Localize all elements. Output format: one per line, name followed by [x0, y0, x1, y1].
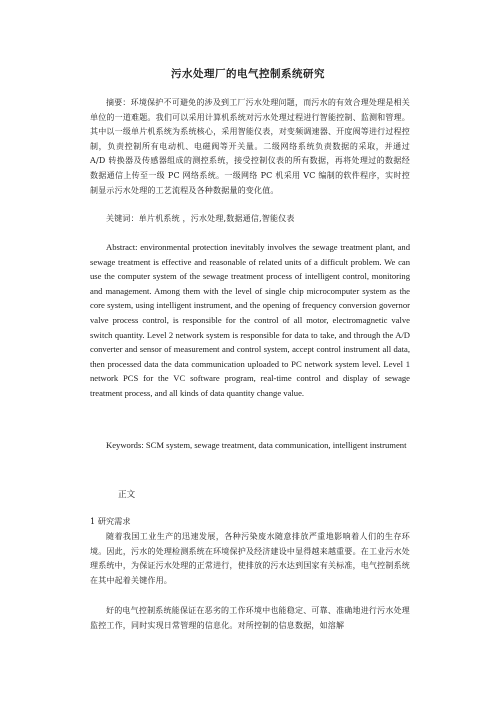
body-paragraph-2: 好的电气控制系统能保证在恶劣的工作环境中也能稳定、可靠、准确地进行污水处理监控工作，同时实现日常管理的信息化。对所控制的信息数据，如溶解: [90, 606, 410, 630]
paper-title: 污水处理厂的电气控制系统研究: [171, 68, 325, 80]
keywords-chinese: 关键词：单片机系统 ，污水处理,数据通信,智能仪表: [106, 214, 295, 223]
section-heading-main-text: 正文: [118, 490, 136, 500]
keywords-english: Keywords: SCM system, sewage treatment, data communication, intelligent instrument: [106, 440, 407, 450]
subsection-heading-research-needs: 1 研究需求: [90, 516, 131, 526]
abstract-chinese: 摘要：环境保护不可避免的涉及到工厂污水处理问题，而污水的有效合理处理是相关单位的一道难题。我们可以采用计算机系统对污水处理过程进行智能控制、监测和管理。其中以一级单片机系统为系统核心，采用智能仪表，对变频调速器、开度阀等进行过程控制，负责控制所有电动机、电磁阀等开关量。二级网络系统负责数据的采取，并通过 A/D 转换器及传感器组成的测控系统，接受控制仪表的所有数据，再将处理过的数据经数据通信上传至一级 PC 网络系统。一级网络 PC 机采用 VC 编制的软件程序，实时控制显示污水处理的工艺流程及各种数据量的变化值。: [90, 98, 410, 195]
abstract-english: Abstract: environmental protection inevitably involves the sewage treatment plant, and sewage treatment is effective and reasonable of related units of a difficult problem. We can use the computer system of the sewage treatment process of intelligent control, monitoring and management. Among them with the level of single chip microcomputer system as the core system, using intelligent instrument, and the opening of frequency conversion governor valve process control, is responsible for the control of all motor, electromagnetic valve switch quantity. Level 2 network system is responsible for data to take, and through the A/D converter and sensor of measurement and control system, accept control instrument all data, then processed data the data communication uploaded to PC network system level. Level 1 network PCS for the VC software program, real-time control and display of sewage treatment process, and all kinds of data quantity change value.: [90, 242, 410, 398]
body-paragraph-1: 随着我国工业生产的迅速发展，各种污染废水随意排放严重地影响着人们的生存环境。因此，污水的处理检测系统在环境保护及经济建设中显得越来越重要。在工业污水处理系统中，为保证污水处理的正常进行，使排放的污水达到国家有关标准，电气控制系统在其中起着关键作用。: [90, 532, 410, 585]
